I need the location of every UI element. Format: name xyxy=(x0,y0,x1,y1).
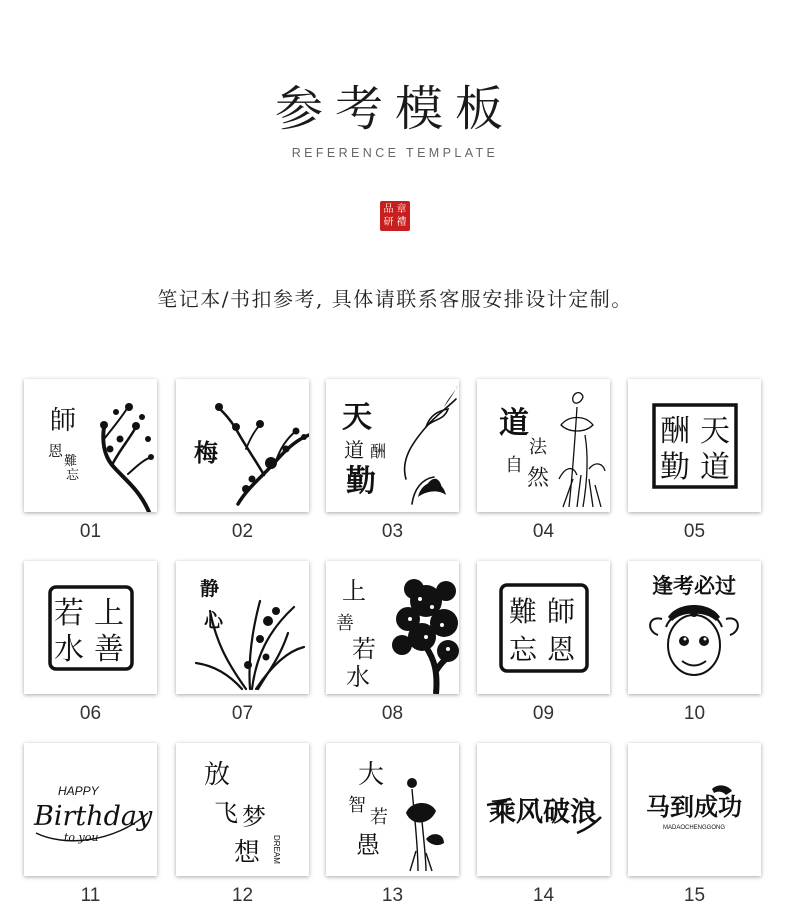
svg-text:逢考必过: 逢考必过 xyxy=(652,574,736,598)
svg-text:马到成功: 马到成功 xyxy=(646,792,742,821)
template-card-10[interactable] xyxy=(628,561,761,694)
template-number-05: 05 xyxy=(683,521,706,542)
svg-text:道: 道 xyxy=(700,450,730,485)
template-card-14[interactable] xyxy=(477,743,610,876)
svg-text:師: 師 xyxy=(547,595,576,628)
template-card-11[interactable] xyxy=(24,743,157,876)
template-card-12[interactable] xyxy=(176,743,309,876)
svg-text:水: 水 xyxy=(54,632,84,667)
template-card-08[interactable] xyxy=(326,561,459,694)
svg-text:水: 水 xyxy=(346,663,370,691)
svg-text:大: 大 xyxy=(358,760,385,790)
svg-text:HAPPY: HAPPY xyxy=(58,784,99,798)
template-number-03: 03 xyxy=(381,521,404,542)
svg-text:梦: 梦 xyxy=(242,803,266,831)
svg-text:酬: 酬 xyxy=(660,414,690,449)
template-number-07: 07 xyxy=(231,703,254,724)
svg-text:勤: 勤 xyxy=(660,450,690,485)
template-card-13[interactable] xyxy=(326,743,459,876)
template-number-14: 14 xyxy=(532,885,555,906)
red-seal-stamp: 品 章 研 禮 xyxy=(380,201,410,231)
template-card-04[interactable] xyxy=(477,379,610,512)
template-card-07[interactable] xyxy=(176,561,309,694)
template-card-01[interactable] xyxy=(24,379,157,512)
template-card-05[interactable] xyxy=(628,379,761,512)
template-number-02: 02 xyxy=(231,521,254,542)
template-number-11: 11 xyxy=(80,885,101,906)
svg-text:善: 善 xyxy=(94,632,124,667)
svg-text:Birthday: Birthday xyxy=(34,801,153,832)
template-number-06: 06 xyxy=(79,703,102,724)
svg-text:若: 若 xyxy=(370,807,388,828)
template-card-02[interactable] xyxy=(176,379,309,512)
svg-text:放: 放 xyxy=(204,760,231,790)
template-number-04: 04 xyxy=(532,521,555,542)
template-card-15[interactable] xyxy=(628,743,761,876)
page-subtitle: REFERENCE TEMPLATE xyxy=(291,146,499,160)
svg-text:DREAM: DREAM xyxy=(272,835,281,864)
svg-text:想: 想 xyxy=(234,838,261,868)
template-number-10: 10 xyxy=(683,703,706,724)
svg-text:法: 法 xyxy=(529,437,547,458)
svg-text:飞: 飞 xyxy=(214,799,238,827)
svg-text:忘: 忘 xyxy=(66,468,80,483)
template-number-12: 12 xyxy=(231,885,254,906)
svg-text:MADAOCHENGGONG: MADAOCHENGGONG xyxy=(662,825,726,831)
svg-text:忘: 忘 xyxy=(509,633,538,666)
svg-text:師: 師 xyxy=(50,406,77,436)
svg-text:天: 天 xyxy=(342,400,372,435)
template-number-13: 13 xyxy=(381,885,404,906)
template-card-03[interactable] xyxy=(326,379,459,512)
svg-text:難: 難 xyxy=(509,595,538,628)
svg-text:道: 道 xyxy=(344,438,364,462)
svg-text:若: 若 xyxy=(352,635,376,663)
svg-text:上: 上 xyxy=(94,596,124,631)
description-text: 笔记本/书扣参考, 具体请联系客服安排设计定制。 xyxy=(157,287,633,311)
page-title: 参考模板 xyxy=(274,81,515,137)
template-number-09: 09 xyxy=(532,703,555,724)
svg-text:酬: 酬 xyxy=(370,442,387,461)
svg-text:乘风破浪: 乘风破浪 xyxy=(489,797,597,828)
svg-text:難: 難 xyxy=(64,454,78,469)
svg-text:自: 自 xyxy=(505,455,523,476)
svg-text:静: 静 xyxy=(200,578,220,600)
svg-text:恩: 恩 xyxy=(547,633,576,666)
template-number-01: 01 xyxy=(79,521,102,542)
svg-text:若: 若 xyxy=(54,596,84,631)
svg-text:心: 心 xyxy=(204,610,224,632)
svg-text:恩: 恩 xyxy=(48,442,64,460)
svg-text:道: 道 xyxy=(499,406,529,441)
svg-text:然: 然 xyxy=(527,466,550,491)
template-number-15: 15 xyxy=(683,885,706,906)
template-card-09[interactable] xyxy=(477,561,610,694)
svg-text:to you: to you xyxy=(64,831,99,844)
template-number-08: 08 xyxy=(381,703,404,724)
svg-text:上: 上 xyxy=(342,577,366,605)
svg-text:梅: 梅 xyxy=(194,438,218,467)
svg-text:善: 善 xyxy=(336,613,354,634)
svg-text:天: 天 xyxy=(700,414,730,449)
svg-text:愚: 愚 xyxy=(356,831,380,859)
svg-text:智: 智 xyxy=(348,795,366,816)
template-card-06[interactable] xyxy=(24,561,157,694)
svg-text:勤: 勤 xyxy=(346,464,376,499)
